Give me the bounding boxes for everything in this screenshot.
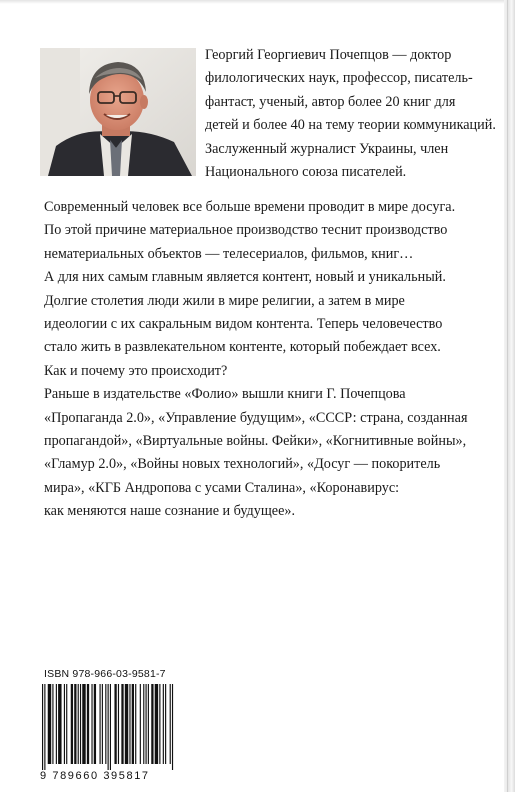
barcode-bar [42, 684, 43, 770]
bio-line: Заслуженный журналист Украины, член [205, 140, 449, 157]
bio-line: филологических наук, профессор, писатель- [205, 70, 473, 87]
barcode-bar [135, 684, 136, 764]
barcode-bar [71, 684, 73, 764]
description-line: пропагандой», «Виртуальные войны. Фейки», «Когнитивные войны», [44, 433, 467, 450]
barcode-digits: 9 789660 395817 [40, 770, 150, 782]
bio-line: детей и более 40 на тему теории коммуникаций. [205, 117, 496, 134]
barcode-bar [159, 684, 160, 764]
barcode-bar [118, 684, 119, 764]
barcode-bar [108, 684, 109, 770]
barcode-bar [114, 684, 116, 764]
bio-line: фантаст, ученый, автор более 20 книг для [205, 93, 456, 110]
barcode-bar [125, 684, 128, 764]
barcode-bar [155, 684, 158, 764]
barcode-bar [148, 684, 149, 764]
barcode-bar [58, 684, 61, 764]
description-line: Как и почему это происходит? [44, 362, 228, 379]
barcode-bar [165, 684, 166, 764]
barcode-bar [121, 684, 123, 764]
barcode-bar [140, 684, 141, 764]
description-line: Раньше в издательстве «Фолио» вышли книги Г. Почепцова [44, 386, 406, 403]
barcode-bar [170, 684, 171, 764]
bio-line: Национального союза писателей. [205, 164, 407, 181]
book-description [44, 196, 502, 524]
page-edge-top [0, 0, 515, 4]
description-line: «Гламур 2.0», «Войны новых технологий», «Досуг — покоритель [44, 456, 441, 473]
barcode-bar [110, 684, 111, 770]
barcode-bar [94, 684, 96, 764]
barcode-bar [56, 684, 57, 764]
barcode-bar [105, 684, 106, 764]
page-edge-right [504, 0, 515, 792]
barcode-bar [132, 684, 134, 764]
isbn-label: ISBN 978-966-03-9581-7 [44, 668, 166, 680]
barcode-bar [82, 684, 85, 764]
description-line: нематериальных объектов — телесериалов, фильмов, книг… [44, 245, 414, 262]
barcode-bar [163, 684, 164, 764]
barcode-bar [66, 684, 67, 764]
barcode-bar [48, 684, 51, 764]
author-photo [40, 48, 196, 176]
barcode-bar [172, 684, 173, 770]
barcode-bar [143, 684, 144, 764]
barcode-bar [64, 684, 65, 764]
barcode-bar [87, 684, 89, 764]
description-line: мира», «КГБ Андропова с усами Сталина», «Коронавирус: [44, 479, 400, 496]
barcode-bar [102, 684, 103, 764]
author-bio [205, 44, 497, 184]
description-line: Современный человек все больше времени проводит в мире досуга. [44, 199, 456, 215]
description-line: идеологии с их сакральным видом контента. Теперь человечество [44, 316, 443, 333]
description-line: как меняются наше сознание и будущее». [44, 503, 296, 520]
barcode-bar [100, 684, 101, 764]
barcode-bar [80, 684, 81, 764]
barcode-bar [151, 684, 153, 764]
bio-line: Георгий Георгиевич Почепцов — доктор [205, 47, 452, 63]
barcode-bar [44, 684, 45, 770]
description-line: стало жить в развлекательном контенте, который побеждает всех. [44, 339, 441, 356]
barcode-bar [91, 684, 92, 764]
description-line: По этой причине материальное производство теснит производство [44, 222, 448, 239]
description-line: А для них самым главным является контент, новый и уникальный. [44, 269, 446, 286]
description-line: Долгие столетия люди жили в мире религии, а затем в мире [44, 292, 405, 309]
barcode-bar [52, 684, 53, 764]
barcode [40, 684, 174, 772]
barcode-bar [146, 684, 147, 764]
description-line: «Пропаганда 2.0», «Управление будущим», «СССР: страна, созданная [44, 409, 468, 426]
barcode-bar [78, 684, 79, 764]
barcode-bar [129, 684, 130, 764]
barcode-bar [74, 684, 76, 764]
